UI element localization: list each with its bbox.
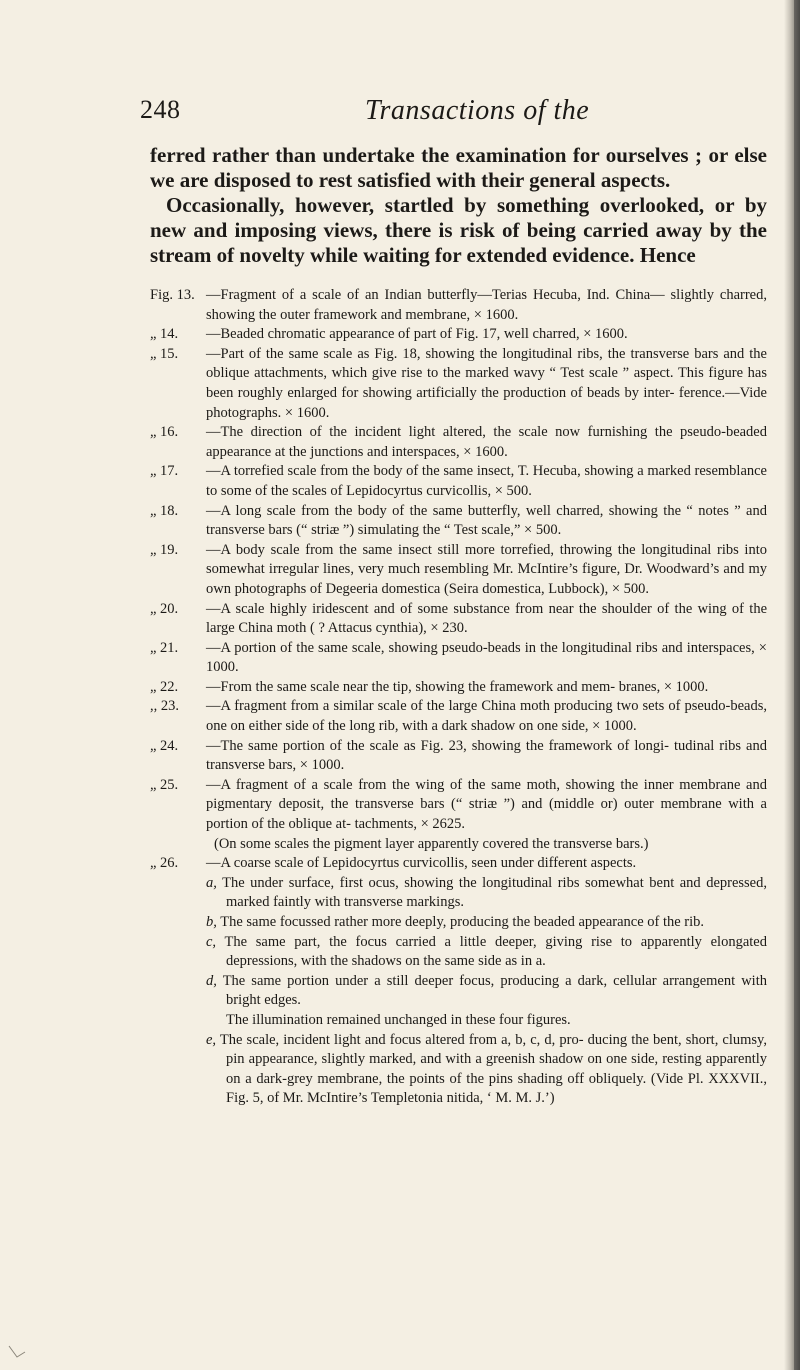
page-edge-strip [794,0,800,1370]
fig-23-caption [150,697,767,736]
sub-label: e, [206,1031,217,1048]
sub-label: a, [206,874,217,891]
fig-label: „ 16. [150,424,179,441]
fig-text: —The direction of the incident light altered, the scale now furnishing the pseudo-beaded appearance at the junctions and interspaces, × 1600. [206,424,767,460]
sub-text: The same focussed rather more deeply, producing the beaded appearance of the rib. [220,914,705,930]
fig-text: —A fragment from a similar scale of the large China moth producing two sets of pseudo-beads, one on either side of the long rib, with a dark shadow on one side, × 1000. [206,698,767,735]
fig-25-caption [150,776,767,835]
fig-14-caption [150,325,767,345]
intro-paragraph-2: Occasionally, however, startled by something overlooked, or by new and imposing views, there is risk of being carried away by the stream of novelty while waiting for extended evidence. Hence [150,193,767,267]
sub-label: c, [206,933,217,950]
fig-label: Fig. 13. [150,287,195,303]
fig-label: „ 22. [150,678,179,695]
fig-15-caption [150,345,767,423]
sub-label: b, [206,914,217,930]
fig-text: —A coarse scale of Lepidocyrtus curvicollis, seen under different aspects. [206,855,637,872]
fig-label: „ 25. [150,776,179,793]
fig-26-illumination-note [150,1011,767,1031]
page-number: 248 [140,95,181,124]
fig-text: —Part of the same scale as Fig. 18, showing the longitudinal ribs, the transverse bars and the oblique attachments, which give rise to the marked wavy “ Test scale ” aspect. This figure has been roughly enlarged for showing artificially the production of beads by inter- ference.—Vide photographs. × 1600. [206,345,767,421]
fig-26-caption [150,854,767,874]
corner-mark-icon [8,1345,26,1359]
fig-label: „ 24. [150,737,179,754]
intro-text [150,143,767,268]
fig-18-caption [150,502,767,541]
fig-16-caption [150,423,767,462]
fig-22-caption [150,678,767,698]
sub-text: The same part, the focus carried a little deeper, giving rise to apparently elongated depressions, with the shadows on the same side as in a. [224,933,767,970]
fig-label: „ 14. [150,326,179,343]
fig-label: „ 26. [150,855,179,872]
fig-label: „ 21. [150,639,179,656]
fig-13-caption [150,286,767,325]
sub-text: The same portion under a still deeper focus, producing a dark, cellular arrangement with bright edges. [222,972,767,1009]
fig-26c-caption [150,933,767,972]
fig-label: „ 17. [150,463,179,480]
running-head: Transactions of the [365,95,590,126]
fig-text: —A torrefied scale from the body of the same insect, T. Hecuba, showing a marked resemblance to some of the scales of Lepidocyrtus curvicollis, × 500. [206,463,767,499]
fig-26b-caption [150,913,767,933]
fig-label: „ 18. [150,502,179,519]
fig-text: —Fragment of a scale of an Indian butterfly—Terias Hecuba, Ind. China— slightly charred, showing the outer framework and membrane, × 1600. [206,287,767,323]
sub-text: The scale, incident light and focus altered from a, b, c, d, pro- ducing the bent, short, clumsy, pin appearance, slightly marked, and with a greenish shadow on one side, resting apparently on a dark-grey membrane, the points of the pins shading off obliquely. (Vide Pl. XXXVII., Fig. 5, of Mr. McIntire’s Templetonia nitida, ‘ M. M. J.’) [219,1031,767,1107]
fig-21-caption [150,639,767,678]
fig-label: „ 20. [150,600,179,617]
fig-26e-caption [150,1031,767,1109]
fig-24-caption [150,737,767,776]
fig-text: —Beaded chromatic appearance of part of Fig. 17, well charred, × 1600. [206,326,628,343]
fig-note-text: (On some scales the pigment layer apparently covered the transverse bars.) [214,835,649,852]
fig-label: ,, 23. [150,698,179,715]
fig-25-note [150,835,767,855]
sub-label: d, [206,972,217,989]
fig-26a-caption [150,874,767,913]
fig-text: —A long scale from the body of the same butterfly, well charred, showing the “ notes ” and transverse bars (“ striæ ”) simulating the “ Test scale,” × 500. [206,502,767,539]
sub-text: The under surface, first ocus, showing the longitudinal ribs somewhat bent and depressed, marked faintly with transverse markings. [222,874,767,911]
fig-text: —A scale highly iridescent and of some substance from near the shoulder of the wing of the large China moth ( ? Attacus cynthia), × 230. [206,600,767,637]
fig-label: „ 15. [150,345,179,362]
fig-26d-caption [150,972,767,1011]
page-header [140,95,775,131]
intro-paragraph-1: ferred rather than undertake the examination for ourselves ; or else we are disposed to rest satisfied with their general aspects. [150,143,767,192]
fig-label: „ 19. [150,541,179,558]
sub-text: The illumination remained unchanged in these four figures. [226,1011,571,1028]
fig-text: —From the same scale near the tip, showing the framework and mem- branes, × 1000. [206,678,709,695]
fig-text: —A portion of the same scale, showing pseudo-beads in the longitudinal ribs and interspaces, × 1000. [206,639,767,676]
figure-captions [150,286,767,1109]
fig-17-caption [150,462,767,501]
fig-text: —A fragment of a scale from the wing of the same moth, showing the inner membrane and pigmentary deposit, the transverse bars (“ striæ ”) and (middle or) outer membrane with a portion of the oblique at- tachments, × 2625. [206,776,767,833]
fig-text: —The same portion of the scale as Fig. 23, showing the framework of longi- tudinal ribs and transverse bars, × 1000. [206,737,767,774]
fig-text: —A body scale from the same insect still more torrefied, throwing the longitudinal ribs into somewhat irregular lines, very much resembling Mr. McIntire’s figure, Dr. Woodward’s and my own photographs of Degeeria domestica (Seira domestica, Lubbock), × 500. [206,541,767,597]
fig-20-caption [150,600,767,639]
fig-19-caption [150,541,767,600]
